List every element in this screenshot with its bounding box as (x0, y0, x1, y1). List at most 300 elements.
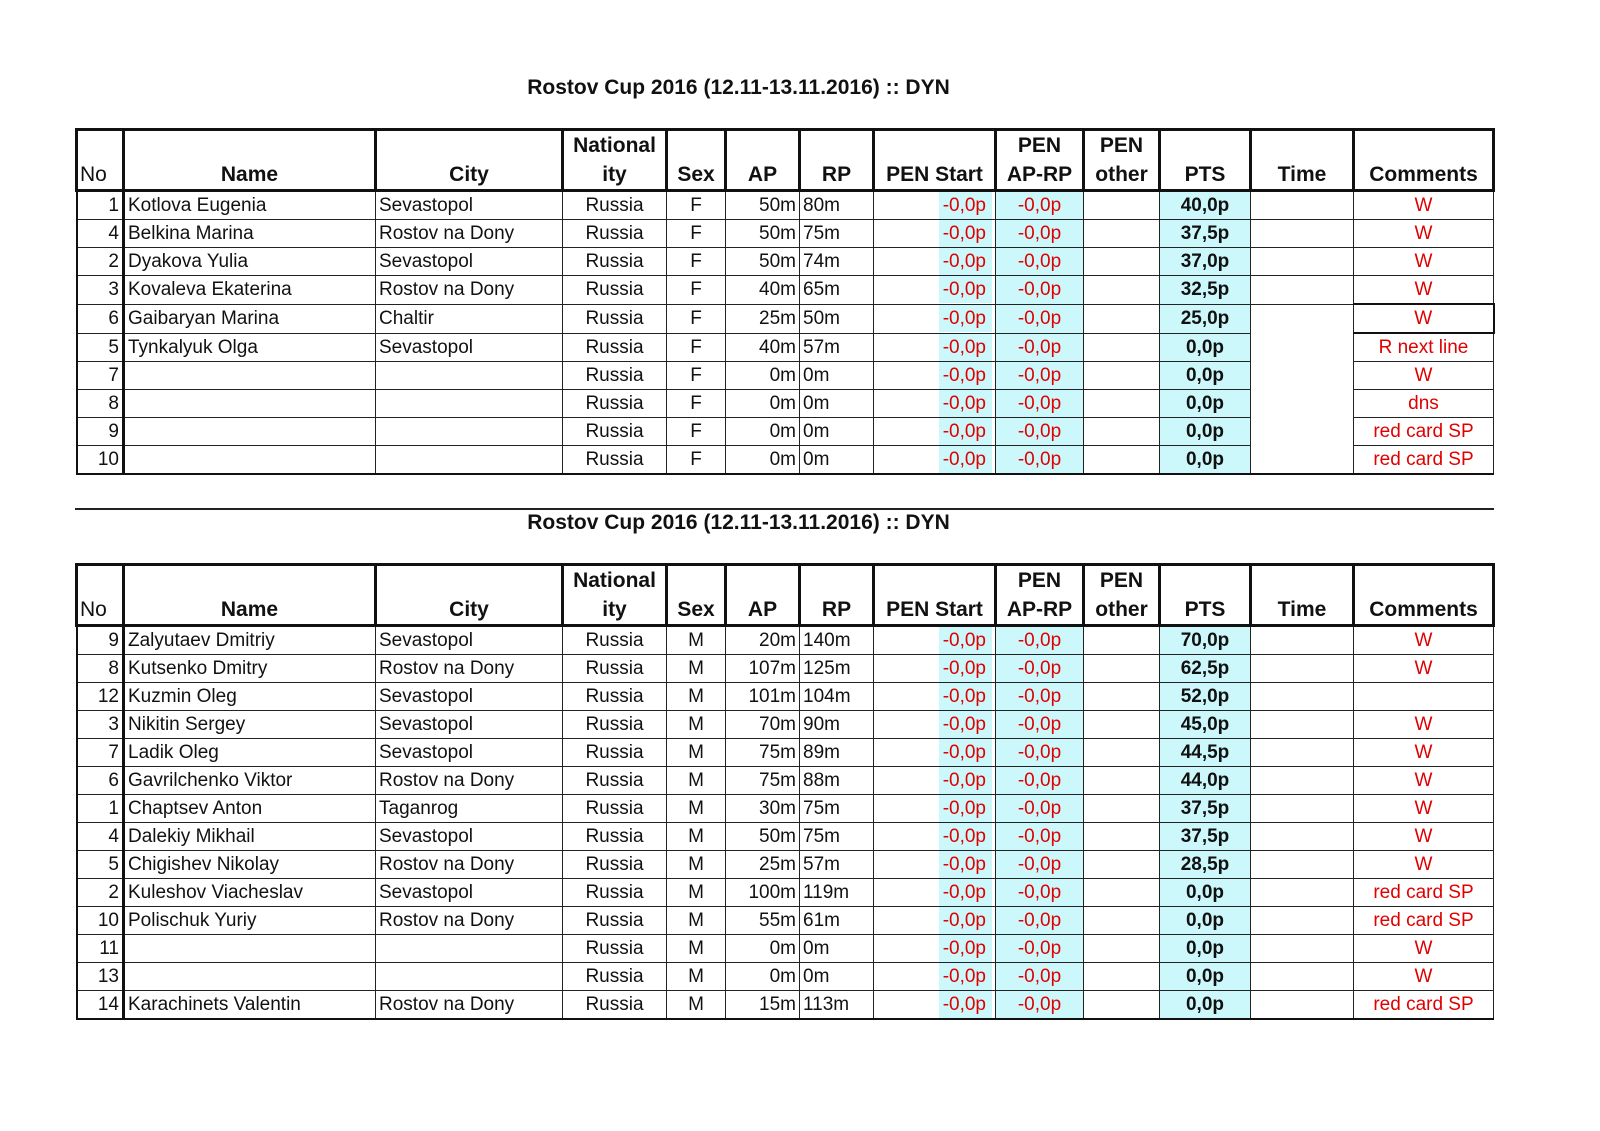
cell-pts: 28,5p (1160, 851, 1251, 879)
cell-ap: 50m (726, 248, 800, 276)
cell-ap: 0m (726, 418, 800, 446)
cell-ap: 15m (726, 991, 800, 1020)
cell-ap: 0m (726, 935, 800, 963)
cell-pen-other (1084, 418, 1160, 446)
cell-pen-start (874, 655, 996, 683)
cell-city (376, 418, 563, 446)
cell-rp: 0m (800, 963, 874, 991)
cell-nationality: Russia (563, 626, 667, 655)
col-header-pen-aprp (996, 130, 1084, 191)
cell-nationality: Russia (563, 655, 667, 683)
cell-city: Chaltir (376, 304, 563, 333)
cell-sex: F (667, 390, 726, 418)
cell-sex: F (667, 333, 726, 362)
cell-pen-other (1084, 851, 1160, 879)
col-header-comments: Comments (1354, 130, 1494, 191)
results-title-women: Rostov Cup 2016 (12.11-13.11.2016) :: DYN (527, 76, 950, 99)
cell-name: Tynkalyuk Olga (124, 333, 376, 362)
cell-time (1251, 276, 1354, 305)
table-row (77, 655, 1494, 683)
cell-ap: 50m (726, 823, 800, 851)
cell-no: 8 (77, 655, 124, 683)
cell-no: 3 (77, 276, 124, 305)
cell-pen-other (1084, 220, 1160, 248)
cell-comments: W (1354, 739, 1494, 767)
table-row (77, 907, 1494, 935)
results-table-women (75, 128, 1495, 475)
cell-nationality: Russia (563, 767, 667, 795)
pen-start-value: -0,0p (939, 192, 992, 219)
cell-city: Sevastopol (376, 711, 563, 739)
cell-pen-other (1084, 823, 1160, 851)
cell-pen-start (874, 991, 996, 1020)
cell-pen-aprp: -0,0p (996, 626, 1084, 655)
cell-sex: F (667, 248, 726, 276)
col-header-pen-start: PEN Start (874, 130, 996, 191)
pen-start-value: -0,0p (939, 305, 992, 332)
cell-city: Rostov na Dony (376, 851, 563, 879)
cell-time (1251, 935, 1354, 963)
cell-no: 1 (77, 191, 124, 220)
cell-pen-other (1084, 963, 1160, 991)
cell-pen-aprp: -0,0p (996, 851, 1084, 879)
cell-pen-other (1084, 711, 1160, 739)
cell-city: Rostov na Dony (376, 220, 563, 248)
cell-city (376, 963, 563, 991)
cell-no: 14 (77, 991, 124, 1020)
cell-time (1251, 655, 1354, 683)
cell-sex: F (667, 220, 726, 248)
cell-pen-start (874, 333, 996, 362)
cell-pen-aprp: -0,0p (996, 304, 1084, 333)
col-header-rp: RP (800, 130, 874, 191)
pen-start-value: -0,0p (939, 823, 992, 850)
cell-pen-start (874, 907, 996, 935)
cell-pen-aprp: -0,0p (996, 963, 1084, 991)
cell-nationality: Russia (563, 823, 667, 851)
cell-pen-other (1084, 304, 1160, 333)
cell-pen-aprp: -0,0p (996, 879, 1084, 907)
cell-nationality: Russia (563, 390, 667, 418)
cell-no: 9 (77, 626, 124, 655)
cell-name: Karachinets Valentin (124, 991, 376, 1020)
cell-pen-other (1084, 767, 1160, 795)
table-row (77, 248, 1494, 276)
pen-start-value: -0,0p (939, 627, 992, 654)
cell-time (1251, 626, 1354, 655)
table-row (77, 362, 1494, 390)
header-line: National (573, 134, 656, 157)
cell-no: 3 (77, 711, 124, 739)
cell-nationality: Russia (563, 935, 667, 963)
cell-pen-other (1084, 390, 1160, 418)
cell-pen-other (1084, 739, 1160, 767)
cell-sex: M (667, 879, 726, 907)
cell-ap: 25m (726, 304, 800, 333)
cell-sex: F (667, 418, 726, 446)
cell-city: Sevastopol (376, 823, 563, 851)
cell-rp: 89m (800, 739, 874, 767)
cell-pen-other (1084, 333, 1160, 362)
cell-no: 10 (77, 907, 124, 935)
table-row (77, 879, 1494, 907)
cell-comments: W (1354, 935, 1494, 963)
cell-pts: 40,0p (1160, 191, 1251, 220)
cell-name: Kutsenko Dmitry (124, 655, 376, 683)
cell-no: 8 (77, 390, 124, 418)
cell-pen-aprp: -0,0p (996, 991, 1084, 1020)
cell-rp: 65m (800, 276, 874, 305)
header-row (77, 130, 1494, 191)
cell-ap: 107m (726, 655, 800, 683)
cell-pts: 70,0p (1160, 626, 1251, 655)
cell-pts: 0,0p (1160, 333, 1251, 362)
cell-sex: M (667, 626, 726, 655)
cell-pen-aprp: -0,0p (996, 362, 1084, 390)
cell-pen-aprp: -0,0p (996, 683, 1084, 711)
header-line: PEN (1017, 134, 1062, 157)
cell-pen-start (874, 711, 996, 739)
cell-ap: 40m (726, 276, 800, 305)
cell-pen-aprp: -0,0p (996, 655, 1084, 683)
cell-name: Gavrilchenko Viktor (124, 767, 376, 795)
pen-start-value: -0,0p (939, 907, 992, 934)
cell-nationality: Russia (563, 851, 667, 879)
cell-pts: 52,0p (1160, 683, 1251, 711)
cell-name: Kovaleva Ekaterina (124, 276, 376, 305)
cell-time (1251, 823, 1354, 851)
col-header-pen-other (1084, 565, 1160, 626)
cell-pen-other (1084, 655, 1160, 683)
cell-time (1251, 767, 1354, 795)
cell-rp: 75m (800, 823, 874, 851)
cell-comments: W (1354, 304, 1494, 333)
cell-pen-other (1084, 935, 1160, 963)
cell-rp: 75m (800, 220, 874, 248)
cell-no: 11 (77, 935, 124, 963)
cell-time (1251, 907, 1354, 935)
header-line: PEN (1099, 569, 1144, 592)
cell-pts: 0,0p (1160, 935, 1251, 963)
col-header-pts: PTS (1160, 565, 1251, 626)
cell-sex: M (667, 991, 726, 1020)
cell-pts: 37,5p (1160, 795, 1251, 823)
cell-pen-aprp: -0,0p (996, 191, 1084, 220)
table-row (77, 626, 1494, 655)
cell-nationality: Russia (563, 304, 667, 333)
cell-ap: 40m (726, 333, 800, 362)
cell-pts: 0,0p (1160, 390, 1251, 418)
table-row (77, 935, 1494, 963)
cell-no: 2 (77, 879, 124, 907)
cell-pts: 0,0p (1160, 446, 1251, 475)
cell-rp: 119m (800, 879, 874, 907)
cell-sex: M (667, 795, 726, 823)
cell-no: 4 (77, 220, 124, 248)
cell-ap: 0m (726, 362, 800, 390)
table-row (77, 276, 1494, 305)
cell-rp: 104m (800, 683, 874, 711)
cell-rp: 74m (800, 248, 874, 276)
cell-time (1251, 711, 1354, 739)
col-header-ap: AP (726, 130, 800, 191)
cell-nationality: Russia (563, 963, 667, 991)
cell-nationality: Russia (563, 362, 667, 390)
cell-nationality: Russia (563, 991, 667, 1020)
cell-nationality: Russia (563, 276, 667, 305)
cell-comments: W (1354, 655, 1494, 683)
cell-sex: F (667, 446, 726, 475)
cell-name: Zalyutaev Dmitriy (124, 626, 376, 655)
cell-pen-other (1084, 683, 1160, 711)
cell-ap: 0m (726, 390, 800, 418)
pen-start-value: -0,0p (939, 683, 992, 710)
cell-nationality: Russia (563, 220, 667, 248)
cell-pen-aprp: -0,0p (996, 907, 1084, 935)
table-row (77, 446, 1494, 475)
cell-pen-other (1084, 446, 1160, 475)
cell-name: Ladik Oleg (124, 739, 376, 767)
cell-pen-aprp: -0,0p (996, 390, 1084, 418)
col-header-rp: RP (800, 565, 874, 626)
cell-sex: F (667, 304, 726, 333)
table-row (77, 963, 1494, 991)
cell-city (376, 362, 563, 390)
col-header-pen-start: PEN Start (874, 565, 996, 626)
cell-rp: 57m (800, 333, 874, 362)
pen-start-value: -0,0p (939, 362, 992, 389)
cell-pen-start (874, 851, 996, 879)
cell-nationality: Russia (563, 711, 667, 739)
pen-start-value: -0,0p (939, 220, 992, 247)
cell-time (1251, 991, 1354, 1020)
cell-nationality: Russia (563, 248, 667, 276)
cell-pen-aprp: -0,0p (996, 276, 1084, 305)
cell-rp: 0m (800, 390, 874, 418)
cell-pen-start (874, 248, 996, 276)
cell-pen-other (1084, 191, 1160, 220)
cell-comments: W (1354, 963, 1494, 991)
cell-comments: W (1354, 276, 1494, 305)
col-header-sex: Sex (667, 130, 726, 191)
cell-nationality: Russia (563, 446, 667, 475)
col-header-no: No (77, 130, 124, 191)
col-header-comments: Comments (1354, 565, 1494, 626)
cell-comments: W (1354, 191, 1494, 220)
cell-comments: red card SP (1354, 991, 1494, 1020)
table-row (77, 333, 1494, 362)
cell-no: 1 (77, 795, 124, 823)
cell-time (1251, 191, 1354, 220)
cell-city: Sevastopol (376, 879, 563, 907)
cell-no: 10 (77, 446, 124, 475)
cell-no: 2 (77, 248, 124, 276)
table-row (77, 795, 1494, 823)
pen-start-value: -0,0p (939, 739, 992, 766)
cell-pen-aprp: -0,0p (996, 935, 1084, 963)
cell-pen-aprp: -0,0p (996, 795, 1084, 823)
cell-time (1251, 418, 1354, 446)
header-line: PEN (1017, 569, 1062, 592)
cell-no: 12 (77, 683, 124, 711)
table-row (77, 418, 1494, 446)
cell-rp: 90m (800, 711, 874, 739)
cell-time (1251, 304, 1354, 333)
pen-start-value: -0,0p (939, 991, 992, 1018)
cell-pen-start (874, 935, 996, 963)
cell-name (124, 446, 376, 475)
header-line: ity (602, 163, 627, 186)
cell-city: Rostov na Dony (376, 991, 563, 1020)
col-header-pen-aprp (996, 565, 1084, 626)
cell-comments (1354, 683, 1494, 711)
pen-start-value: -0,0p (939, 851, 992, 878)
cell-sex: F (667, 276, 726, 305)
col-header-city: City (376, 565, 563, 626)
header-line: National (573, 569, 656, 592)
cell-comments: W (1354, 626, 1494, 655)
cell-name (124, 362, 376, 390)
cell-city: Rostov na Dony (376, 655, 563, 683)
cell-rp: 57m (800, 851, 874, 879)
pen-start-value: -0,0p (939, 963, 992, 990)
cell-rp: 0m (800, 935, 874, 963)
cell-ap: 30m (726, 795, 800, 823)
cell-name: Belkina Marina (124, 220, 376, 248)
cell-time (1251, 739, 1354, 767)
cell-no: 7 (77, 362, 124, 390)
cell-pen-other (1084, 991, 1160, 1020)
cell-comments: red card SP (1354, 418, 1494, 446)
cell-sex: F (667, 362, 726, 390)
pen-start-value: -0,0p (939, 248, 992, 275)
cell-pen-start (874, 767, 996, 795)
cell-nationality: Russia (563, 879, 667, 907)
cell-city: Sevastopol (376, 683, 563, 711)
cell-rp: 88m (800, 767, 874, 795)
cell-ap: 55m (726, 907, 800, 935)
cell-name (124, 963, 376, 991)
cell-ap: 20m (726, 626, 800, 655)
cell-pts: 0,0p (1160, 418, 1251, 446)
cell-pts: 44,0p (1160, 767, 1251, 795)
cell-time (1251, 851, 1354, 879)
header-line: PEN (1099, 134, 1144, 157)
cell-pen-aprp: -0,0p (996, 418, 1084, 446)
cell-name: Chaptsev Anton (124, 795, 376, 823)
pen-start-value: -0,0p (939, 711, 992, 738)
cell-pts: 45,0p (1160, 711, 1251, 739)
pen-start-value: -0,0p (939, 446, 992, 473)
cell-time (1251, 248, 1354, 276)
cell-name: Chigishev Nikolay (124, 851, 376, 879)
cell-pen-start (874, 739, 996, 767)
cell-time (1251, 333, 1354, 362)
header-line: AP-RP (1006, 598, 1073, 621)
table-row (77, 390, 1494, 418)
cell-pts: 44,5p (1160, 739, 1251, 767)
cell-pen-aprp: -0,0p (996, 739, 1084, 767)
cell-comments: red card SP (1354, 879, 1494, 907)
cell-pts: 0,0p (1160, 879, 1251, 907)
cell-no: 6 (77, 304, 124, 333)
cell-nationality: Russia (563, 418, 667, 446)
cell-no: 5 (77, 333, 124, 362)
pen-start-value: -0,0p (939, 276, 992, 303)
cell-city: Rostov na Dony (376, 907, 563, 935)
cell-nationality: Russia (563, 683, 667, 711)
cell-time (1251, 963, 1354, 991)
cell-no: 4 (77, 823, 124, 851)
pen-start-value: -0,0p (939, 418, 992, 445)
cell-pen-start (874, 626, 996, 655)
cell-time (1251, 879, 1354, 907)
cell-pen-other (1084, 362, 1160, 390)
cell-sex: M (667, 711, 726, 739)
col-header-name: Name (124, 565, 376, 626)
cell-name: Kuzmin Oleg (124, 683, 376, 711)
cell-rp: 61m (800, 907, 874, 935)
cell-pts: 0,0p (1160, 907, 1251, 935)
col-header-ap: AP (726, 565, 800, 626)
cell-ap: 50m (726, 191, 800, 220)
cell-pts: 0,0p (1160, 963, 1251, 991)
cell-sex: M (667, 935, 726, 963)
cell-pts: 25,0p (1160, 304, 1251, 333)
table-row (77, 991, 1494, 1020)
cell-city (376, 935, 563, 963)
cell-pts: 37,0p (1160, 248, 1251, 276)
cell-rp: 50m (800, 304, 874, 333)
cell-name: Dyakova Yulia (124, 248, 376, 276)
table-row (77, 191, 1494, 220)
cell-comments: W (1354, 248, 1494, 276)
cell-ap: 75m (726, 739, 800, 767)
cell-time (1251, 220, 1354, 248)
table-row (77, 711, 1494, 739)
cell-pen-start (874, 963, 996, 991)
cell-comments: W (1354, 767, 1494, 795)
cell-ap: 50m (726, 220, 800, 248)
cell-ap: 101m (726, 683, 800, 711)
section-divider (75, 508, 1494, 510)
pen-start-value: -0,0p (939, 879, 992, 906)
cell-pen-start (874, 446, 996, 475)
col-header-pts: PTS (1160, 130, 1251, 191)
cell-pen-start (874, 362, 996, 390)
table-row (77, 304, 1494, 333)
cell-pen-other (1084, 907, 1160, 935)
cell-name: Nikitin Sergey (124, 711, 376, 739)
cell-name: Kuleshov Viacheslav (124, 879, 376, 907)
cell-city: Sevastopol (376, 333, 563, 362)
results-table-men (75, 563, 1495, 1020)
pen-start-value: -0,0p (939, 655, 992, 682)
cell-no: 13 (77, 963, 124, 991)
cell-city: Sevastopol (376, 248, 563, 276)
cell-pen-start (874, 191, 996, 220)
cell-time (1251, 795, 1354, 823)
cell-comments: dns (1354, 390, 1494, 418)
cell-pen-start (874, 418, 996, 446)
cell-no: 5 (77, 851, 124, 879)
cell-rp: 0m (800, 362, 874, 390)
cell-comments: W (1354, 711, 1494, 739)
cell-comments: W (1354, 795, 1494, 823)
cell-name (124, 935, 376, 963)
header-line: other (1095, 598, 1148, 621)
cell-name: Gaibaryan Marina (124, 304, 376, 333)
